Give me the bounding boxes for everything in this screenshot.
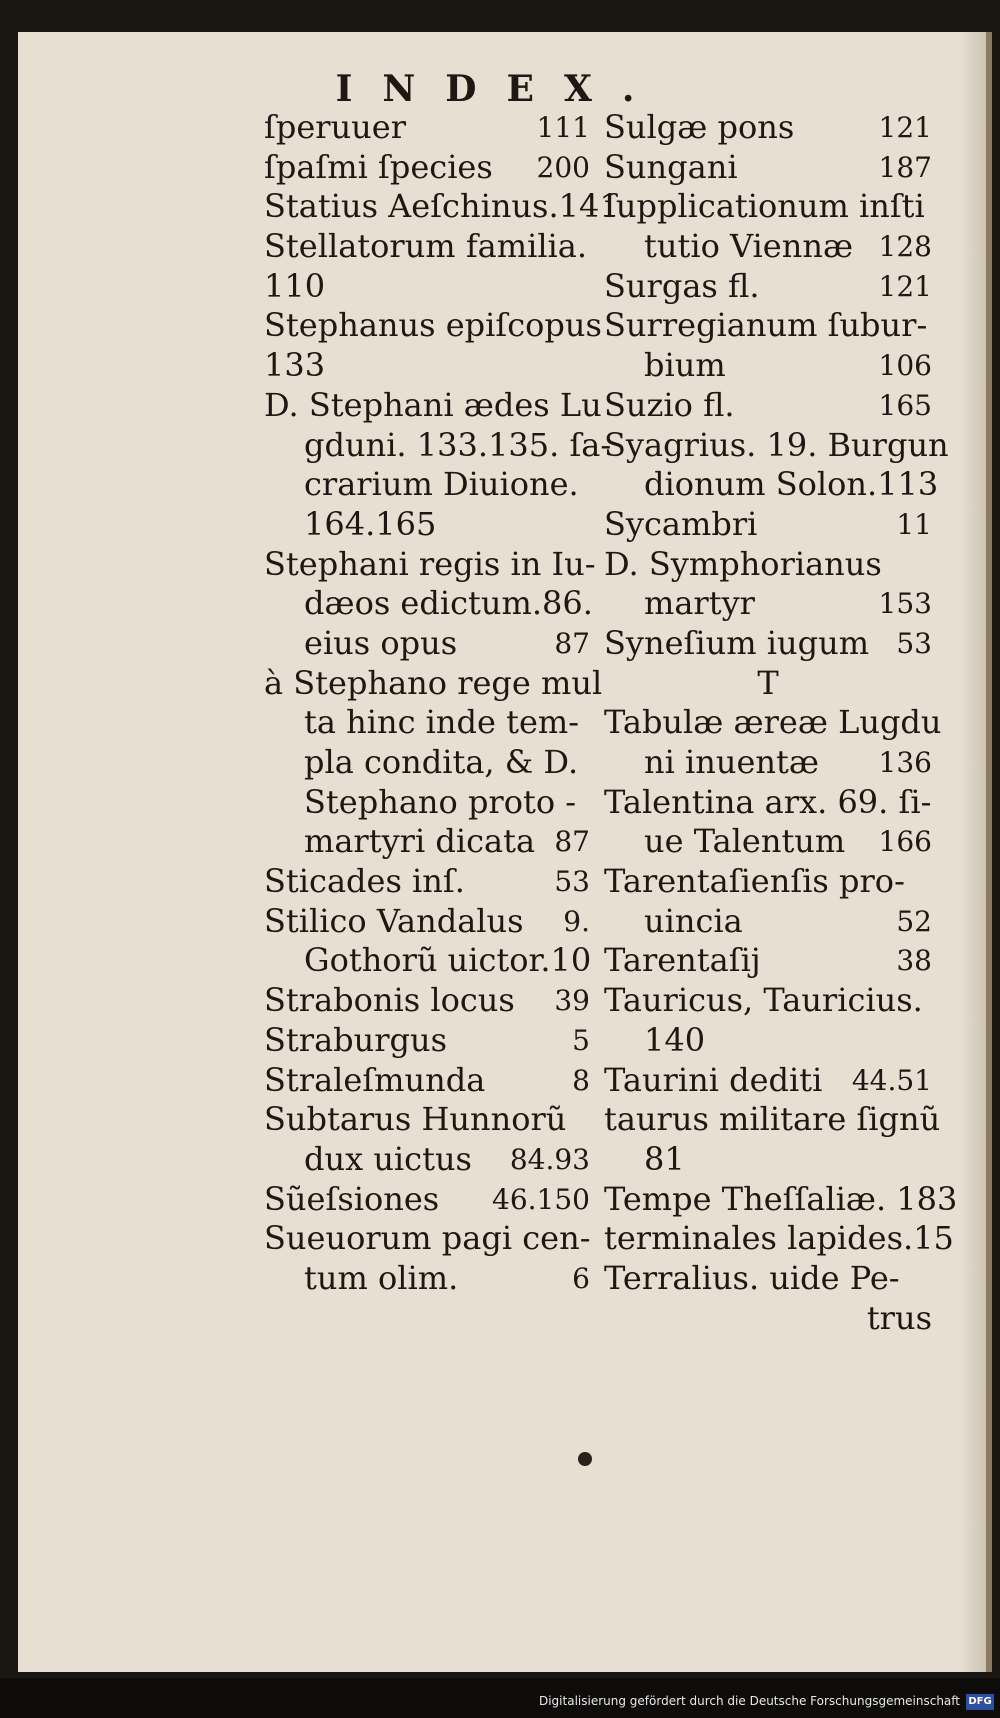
- dfg-logo: DFG: [966, 1694, 994, 1710]
- footer-bar: [0, 1678, 1000, 1718]
- index-page-number: 165: [878, 388, 932, 422]
- index-line: [264, 267, 590, 307]
- index-line: [604, 743, 932, 783]
- index-term: Tempe Theſſaliæ. 183: [604, 1179, 958, 1218]
- index-term: 133: [264, 346, 326, 385]
- index-term: Subtarus Hunnorũ: [264, 1100, 567, 1139]
- index-line: [264, 1021, 590, 1061]
- index-line: [604, 306, 932, 346]
- index-term: D. Symphorianus: [604, 544, 882, 583]
- index-line: [264, 187, 620, 227]
- index-page-number: 111: [536, 111, 590, 144]
- index-line: [264, 1140, 590, 1180]
- index-term: Statius Aeſchinus.141: [264, 187, 620, 226]
- index-line: [604, 902, 932, 942]
- index-line: [604, 1100, 941, 1140]
- index-page-number: 53: [896, 626, 932, 660]
- index-line: [604, 1061, 932, 1101]
- index-line: [604, 1219, 954, 1259]
- index-line: [264, 544, 596, 585]
- index-term: trus: [866, 1298, 932, 1337]
- index-line: [264, 703, 590, 743]
- index-term: Stephano proto -: [304, 782, 577, 821]
- index-term: Taurini dediti: [604, 1060, 823, 1099]
- index-term: Gothorũ uictor.10: [304, 941, 592, 980]
- index-line: [264, 385, 602, 426]
- index-line: [264, 1061, 590, 1101]
- index-line: [604, 465, 939, 505]
- index-page-number: 200: [536, 150, 590, 184]
- index-line: [264, 743, 590, 783]
- index-term: Syneſium iugum: [604, 623, 870, 662]
- index-term: Sycambri: [604, 504, 758, 543]
- index-line: [264, 902, 590, 942]
- index-term: Stilico Vandalus: [264, 901, 524, 940]
- index-page-number: 84.93: [509, 1142, 590, 1176]
- index-page-number: 136: [878, 746, 932, 779]
- index-term: 164.165: [304, 504, 437, 543]
- index-line: [264, 1219, 590, 1259]
- index-page-number: 121: [878, 111, 932, 144]
- index-term: Surgas fl.: [604, 266, 760, 305]
- index-line: [264, 306, 602, 346]
- index-column-left: [264, 108, 620, 1299]
- index-page-number: 53: [554, 865, 590, 899]
- index-line: [604, 624, 932, 664]
- page-header: INDEX.: [335, 68, 665, 110]
- index-term: taurus militare ſignũ: [604, 1100, 941, 1139]
- index-term: dæos edictum.86.: [304, 584, 593, 623]
- index-term: dionum Solon.113: [644, 465, 939, 504]
- index-line: [604, 981, 932, 1021]
- index-line: [604, 187, 932, 227]
- index-page-number: 8: [572, 1063, 590, 1097]
- index-term: tum olim.: [304, 1258, 459, 1297]
- index-term: Straleſmunda: [264, 1060, 486, 1099]
- index-page-number: 6: [572, 1261, 590, 1295]
- index-term: Tarentaſij: [604, 941, 761, 980]
- footer-credit: Digitalisierung gefördert durch die Deutsche Forschungsgemeinschaft: [538, 1694, 960, 1708]
- index-line: [264, 108, 590, 148]
- index-line: [264, 941, 590, 981]
- index-term: Stephanus epiſcopus: [264, 306, 602, 345]
- index-line: [604, 664, 932, 704]
- index-line: [264, 584, 593, 624]
- index-line: [264, 505, 590, 545]
- index-term: Terralius. uide Pe-: [604, 1258, 900, 1297]
- index-term: Tarentaſienſis pro-: [604, 862, 905, 901]
- index-page-number: 87: [554, 825, 590, 859]
- index-line: [604, 703, 942, 743]
- index-term: crarium Diuione.: [304, 465, 579, 504]
- index-term: ſupplicationum inſti: [604, 187, 925, 226]
- index-term: terminales lapides.15: [604, 1219, 954, 1258]
- index-line: [264, 148, 590, 188]
- index-line: [604, 783, 932, 823]
- index-term: Sungani: [604, 147, 738, 186]
- index-term: ue Talentum: [644, 822, 846, 861]
- index-line: [604, 267, 932, 307]
- index-line: [604, 425, 949, 466]
- index-term: Tabulæ æreæ Lugdu: [604, 703, 942, 742]
- index-line: [604, 505, 932, 545]
- index-line: [264, 1100, 590, 1140]
- index-term: D. Stephani ædes Lu: [264, 385, 602, 424]
- index-page-number: 9.: [563, 904, 590, 938]
- index-line: [264, 346, 590, 386]
- index-page-number: 106: [878, 349, 932, 383]
- index-line: [264, 425, 612, 466]
- index-page-number: 52: [896, 904, 932, 938]
- index-line: [264, 663, 603, 704]
- index-term: Sticades inſ.: [264, 862, 465, 901]
- index-line: [604, 1259, 932, 1299]
- index-term: à Stephano rege mul: [264, 663, 603, 702]
- index-term: Sũeſsiones: [264, 1179, 440, 1218]
- index-term: tutio Viennæ: [644, 227, 854, 266]
- index-term: pla condita, & D.: [304, 743, 579, 781]
- index-term: ſperuuer: [264, 108, 407, 146]
- index-line: [604, 346, 932, 386]
- index-term: bium: [644, 346, 726, 385]
- index-line: [264, 1259, 590, 1299]
- index-line: [264, 981, 590, 1021]
- index-term: ſpaſmi ſpecies: [264, 147, 493, 186]
- index-term: Straburgus: [264, 1020, 448, 1059]
- index-term: 140: [644, 1020, 706, 1059]
- index-term: Sueuorum pagi cen-: [264, 1219, 591, 1258]
- index-line: [604, 386, 932, 426]
- index-term: Strabonis locus: [264, 981, 515, 1020]
- index-term: Sulgæ pons: [604, 108, 795, 146]
- index-line: [604, 108, 932, 148]
- index-page-number: 39: [554, 984, 590, 1018]
- index-page-number: 38: [896, 944, 932, 978]
- index-term: 81: [644, 1139, 685, 1178]
- index-term: ta hinc inde tem-: [304, 703, 580, 742]
- index-term: martyri dicata: [304, 822, 536, 861]
- index-line: [604, 1021, 932, 1061]
- index-page-number: 128: [878, 230, 932, 264]
- index-line: [264, 1180, 590, 1220]
- index-line: [604, 1299, 932, 1339]
- index-term: Surregianum ſubur-: [604, 306, 928, 345]
- index-term: Talentina arx. 69. ſi-: [604, 782, 932, 821]
- index-line: [604, 941, 932, 981]
- index-line: [264, 624, 590, 664]
- index-line: [264, 862, 590, 902]
- index-line: [604, 1179, 958, 1220]
- index-line: [264, 783, 590, 823]
- index-page-number: 153: [878, 587, 932, 621]
- index-term: Stellatorum familia.: [264, 227, 588, 266]
- index-term: ni inuentæ: [644, 743, 819, 781]
- index-term: dux uictus: [304, 1139, 472, 1178]
- index-line: [604, 862, 932, 902]
- index-line: [604, 148, 932, 188]
- index-term: 110: [264, 266, 326, 305]
- index-term: Stephani regis in Iu-: [264, 544, 596, 583]
- index-column-right: [604, 108, 958, 1338]
- index-line: [264, 465, 590, 505]
- index-line: [604, 584, 932, 624]
- index-line: [264, 227, 590, 267]
- index-term: gduni. 133.135. ſa-: [304, 425, 612, 464]
- index-line: [604, 545, 932, 585]
- index-term: eius opus: [304, 623, 458, 662]
- index-line: [604, 227, 932, 267]
- index-line: [604, 822, 932, 862]
- index-term: T: [757, 663, 779, 702]
- index-term: Syagrius. 19. Burgun: [604, 425, 949, 464]
- index-page-number: 166: [878, 825, 932, 859]
- index-term: martyr: [644, 584, 755, 623]
- index-page-number: 87: [554, 626, 590, 660]
- index-term: Tauricus, Tauricius.: [604, 981, 923, 1020]
- index-line: [264, 822, 590, 862]
- index-page-number: 44.51: [851, 1063, 932, 1097]
- index-term: Suzio fl.: [604, 385, 735, 424]
- index-page-number: 121: [878, 269, 932, 303]
- index-page-number: 46.150: [492, 1182, 590, 1216]
- index-line: [604, 1140, 932, 1180]
- ink-spot: [578, 1452, 592, 1466]
- index-page-number: 187: [878, 150, 932, 184]
- index-page-number: 11: [896, 507, 932, 541]
- index-page-number: 5: [572, 1023, 590, 1057]
- index-term: uincia: [644, 901, 743, 940]
